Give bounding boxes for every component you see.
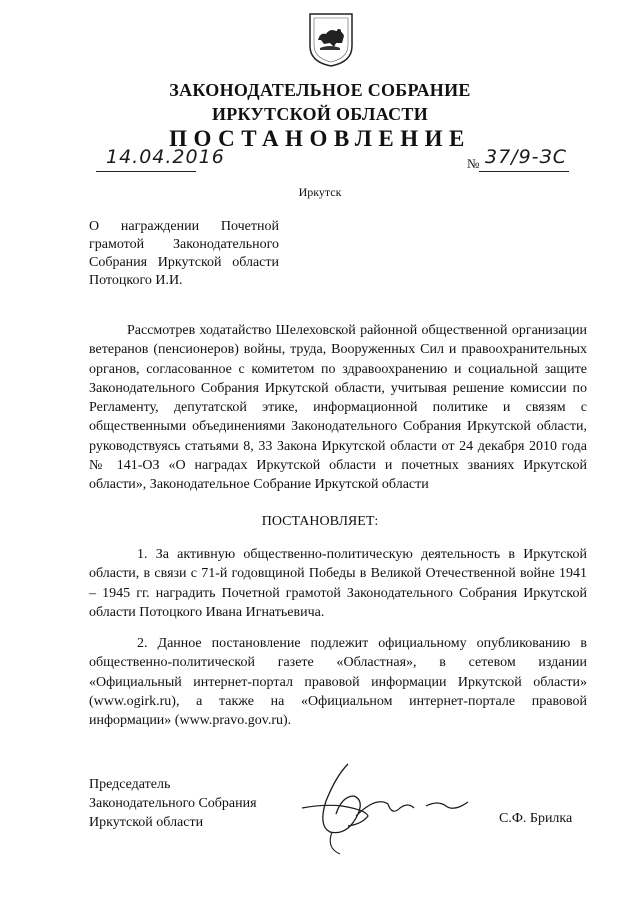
organization-name: ЗАКОНОДАТЕЛЬНОЕ СОБРАНИЕ: [169, 80, 471, 100]
signatory-title-line: Законодательного Собрания: [89, 796, 257, 811]
resolution-item: 1. За активную общественно-политическую деятельность в Иркутской области, в связи с 71-й годовщиной Победы в Великой Отечественной войне 1941 – 1945 гг. наградить Почетной грамотой Законодательного Собрания Иркутской области Потоцкого Ивана Игнатьевича.: [89, 547, 587, 620]
handwritten-signature: [296, 756, 486, 866]
signatory-title: [89, 775, 257, 832]
number-sign: №: [467, 156, 480, 171]
document-date: 14.04.2016: [106, 146, 225, 168]
document-subject: О награждении Почетной грамотой Законодательного Собрания Иркутской области Потоцкого И.И.: [89, 219, 279, 288]
signatory-title-line: Председатель: [89, 777, 171, 792]
date-underline: [96, 171, 196, 172]
resolution-item: 2. Данное постановление подлежит официальному опубликованию в общественно-политической газете «Областная», в сетевом издании «Официальный интернет-портал правовой информации Иркутской области» (www.ogirk.ru), а также на «Официальном интернет-портале правовой информации» (www.pravo.gov.ru).: [89, 636, 587, 729]
signatory-name: С.Ф. Брилка: [499, 811, 573, 826]
organization-region: ИРКУТСКОЙ ОБЛАСТИ: [211, 104, 429, 124]
number-underline: [479, 171, 569, 172]
city: Иркутск: [298, 185, 342, 199]
document-number: 37/9-ЗС: [485, 146, 567, 168]
signatory-title-line: Иркутской области: [89, 815, 204, 830]
coat-of-arms-icon: [306, 10, 356, 68]
resolves-heading: ПОСТАНОВЛЯЕТ:: [261, 514, 379, 529]
document-type: ПОСТАНОВЛЕНИЕ: [169, 126, 471, 151]
preamble-paragraph: Рассмотрев ходатайство Шелеховской районной общественной организации ветеранов (пенсионеров) войны, труда, Вооруженных Сил и правоохранительных органов, согласованное с комитетом по здравоохранению и социальной защите Законодательного Собрания Иркутской области, учитывая решение комиссии по Регламенту, депутатской этике, информационной политике и связям с общественными объединениями Законодательного Собрания Иркутской области, руководствуясь статьями 8, 33 Закона Иркутской области от 24 декабря 2010 года № 141-ОЗ «О наградах Иркутской области и почетных званиях Иркутской области», Законодательное Собрание Иркутской области: [89, 323, 587, 493]
